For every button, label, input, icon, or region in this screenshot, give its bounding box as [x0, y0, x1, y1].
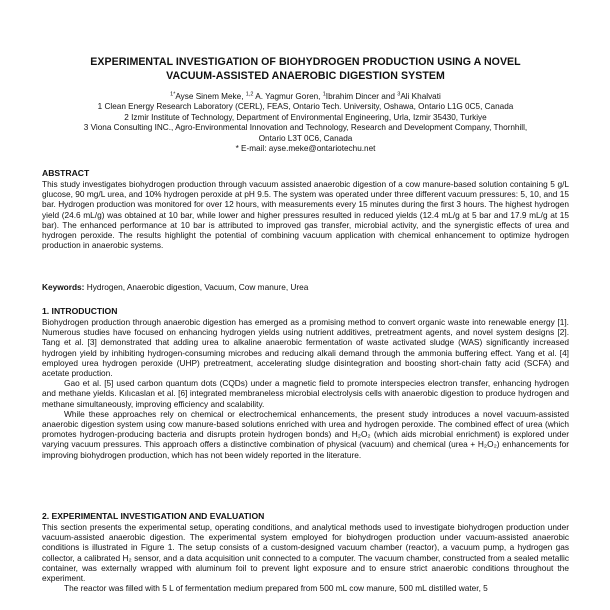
intro-paragraph-2: Gao et al. [5] used carbon quantum dots (CQDs) under a magnetic field to promote interspecies electron transfer, enhancing hydrogen and methane yields. Kılıcaslan et al. [6] integrated membraneless microbial electrolysis cells with anaerobic digestion to produce hydrogen and methane simultaneously, improving efficiency and scalability.	[42, 378, 569, 409]
intro-paragraph-3: While these approaches rely on chemical or electrochemical enhancements, the present study introduces a novel vacuum-assisted anaerobic digestion system using cow manure-based solutions enriched with urea and hydrogen peroxide. The combined effect of urea (which promotes hydrogen-producing bacteria and disrupts protein hydrogen bonds) and H₂O₂ (which aids microbial enrichment) is explored under varying vacuum pressures. This approach offers a distinctive combination of physical (vacuum) and chemical (urea + H₂O₂) enhancements for improving biohydrogen production, which has not been widely reported in the literature.	[42, 408, 569, 460]
title-line-2: VACUUM-ASSISTED ANAEROBIC DIGESTION SYSTEM	[166, 70, 445, 82]
introduction-section	[42, 306, 569, 460]
corresponding-email: * E-mail: ayse.meke@ontariotechu.net	[235, 144, 376, 154]
keywords-section	[42, 282, 569, 292]
affiliation-2: 2 Izmir Institute of Technology, Department of Environmental Engineering, Urla, Izmir 35430, Turkiye	[124, 112, 487, 122]
intro-heading: 1. INTRODUCTION	[42, 306, 118, 316]
exp-paragraph-1: This section presents the experimental setup, operating conditions, and analytical methods used to investigate biohydrogen production under vacuum-assisted anaerobic digestion. The experimental system employed for biohydrogen production under vacuum-assisted anaerobic conditions is illustrated in Figure 1. The setup consists of a custom-designed vacuum chamber (reactor), a vacuum pump, a hydrogen gas collector, a calibrated H₂ sensor, and a data acquisition unit connected to a computer. The vacuum chamber, constructed from a sealed metallic container, was externally wrapped with aluminum foil to prevent light exposure and to ensure strict anaerobic conditions throughout the experiment.	[42, 522, 569, 584]
exp-heading: 2. EXPERIMENTAL INVESTIGATION AND EVALUATION	[42, 511, 265, 521]
keywords-label: Keywords:	[42, 282, 85, 292]
affiliation-1: 1 Clean Energy Research Laboratory (CERL), FEAS, Ontario Tech. University, Oshawa, Ontario L1G 0C5, Canada	[97, 102, 514, 112]
affiliation-3: 3 Viona Consulting INC., Agro-Environmental Innovation and Technology, Research and Development Company, Thornhill,	[83, 123, 528, 133]
title-line-1: EXPERIMENTAL INVESTIGATION OF BIOHYDROGEN PRODUCTION USING A NOVEL	[90, 56, 521, 68]
keywords-line	[42, 282, 569, 292]
exp-paragraph-2: The reactor was filled with 5 L of fermentation medium prepared from 500 mL cow manure, 500 mL distilled water, 5	[64, 583, 488, 594]
abstract-heading: ABSTRACT	[42, 168, 90, 178]
abstract-text: This study investigates biohydrogen production through vacuum assisted anaerobic digestion of a cow manure-based solution containing 5 g/L glucose, 90 mg/L urea, and 10% hydrogen peroxide at pH 9.5. The system was operated under three different vacuum pressures: 5, 10, and 15 bar. Hydrogen production was monitored for over 12 hours, with measurements every 15 minutes during the first 3 hours. The highest hydrogen yield (24.6 mL/g) was obtained at 10 bar, while lower and higher pressures resulted in reduced yields (12.4 mL/g at 5 bar and 17.9 mL/g at 15 bar). The enhanced performance at 10 bar is attributed to improved gas transfer, microbial activity, and the synergistic effects of urea and hydrogen peroxide. The results highlight the potential of combining vacuum application with chemical enhancement to optimize hydrogen production in anaerobic systems.	[42, 179, 569, 251]
experimental-section	[42, 511, 569, 593]
author-list: $^{1*}$Ayse Sinem Meke, $^{1,2}$ A. Yagmur Goren, $^1$Ibrahim Dincer and $^3$Ali Khalvati	[170, 91, 441, 101]
intro-paragraph-1: Biohydrogen production through anaerobic digestion has emerged as a promising method to convert organic waste into renewable energy [1]. Numerous studies have focused on enhancing hydrogen yields using nutrient additives, pretreatment agents, and novel system designs [2]. Tang et al. [3] demonstrated that adding urea to alkaline anaerobic fermentation of waste activated sludge (WAS) significantly increased hydrogen yield by inhibiting hydrogen-consuming microbes and reducing alkali demand through the ammonia buffering effect. Yang et al. [4] employed urea hydrogen peroxide (UHP) pretreatment, accelerating sludge disintegration and boosting short-chain fatty acid (SCFA) and acetate production.	[42, 317, 569, 379]
abstract-section	[42, 168, 569, 250]
author-block	[42, 92, 569, 154]
paper-title	[42, 55, 569, 83]
affiliation-3-cont: Ontario L3T 0C6, Canada	[258, 133, 353, 143]
keywords-text: Hydrogen, Anaerobic digestion, Vacuum, Cow manure, Urea	[86, 282, 309, 292]
